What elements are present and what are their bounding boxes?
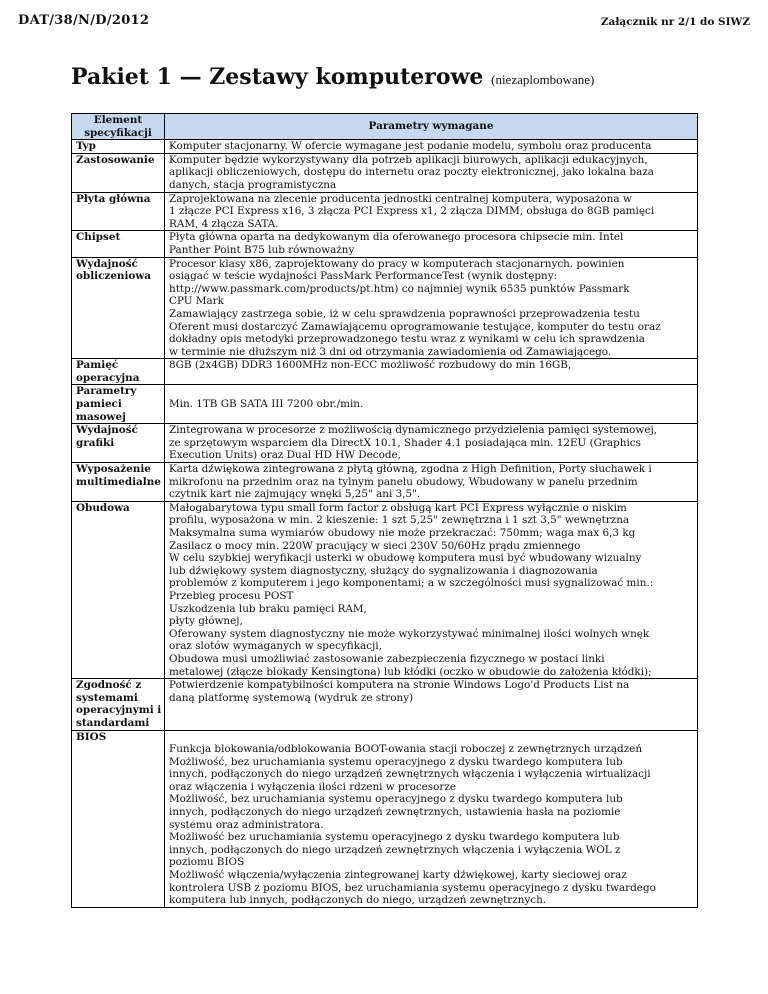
table-row xyxy=(72,463,698,502)
row-value-line: płyty głównej, xyxy=(169,615,243,628)
row-label-line: Zastosowanie xyxy=(76,153,155,166)
row-value-line: innych, podłączonych do niego urządzeń zewnętrznych włączenia i wyłączenia WOL z xyxy=(169,843,621,856)
row-value-line: oraz slotów wymaganych w specyfikacji, xyxy=(169,640,382,653)
row-label-line: standardami xyxy=(76,716,150,729)
table-row xyxy=(72,153,698,192)
row-label-line: grafiki xyxy=(76,436,115,449)
col-header-params: Parametry wymagane xyxy=(165,114,698,140)
row-value-line: Oferent musi dostarczyć Zamawiającemu oprogramowanie testujące, komputer do testu oraz xyxy=(169,320,661,333)
page-title xyxy=(71,64,594,90)
table-row xyxy=(72,501,698,678)
row-value-line: Obudowa musi umożliwiać zastosowanie zabezpieczenia fizycznego w postaci linki xyxy=(169,652,605,665)
row-value-line: lub dźwiękowy system diagnostyczny, służący do sygnalizowania i diagnozowania xyxy=(169,564,598,577)
row-label xyxy=(72,385,165,424)
col-header-line: Element xyxy=(93,114,143,126)
row-value-line: Panther Point B75 lub równoważny xyxy=(169,243,355,256)
row-label-line: operacyjnymi i xyxy=(76,704,162,717)
table-row xyxy=(72,424,698,463)
row-label-line: masowej xyxy=(76,410,126,423)
row-value-line xyxy=(169,731,693,744)
row-label-line: Parametry xyxy=(76,385,137,398)
row-value-line: Procesor klasy x86, zaprojektowany do pracy w komputerach stacjonarnych. powinien xyxy=(169,257,625,270)
row-value-line: Możliwość włączenia/wyłączenia zintegrowanej karty dźwiękowej, karty sieciowej oraz xyxy=(169,869,627,882)
row-value-line: kontrolera USB z poziomu BIOS, bez uruchamiania systemu operacyjnego z dysku twardego xyxy=(169,881,656,894)
attachment-label: Załącznik nr 2/1 do SIWZ xyxy=(600,16,750,28)
row-value-line: W celu szybkiej weryfikacji usterki w obudowę komputera musi być wbudowany wizualny xyxy=(169,552,642,565)
row-label xyxy=(72,424,165,463)
row-value-line: Potwierdzenie kompatybilności komputera na stronie Windows Logo'd Products List na xyxy=(169,679,630,692)
row-label-line: Zgodność z xyxy=(76,679,142,692)
row-value-line: Zaprojektowana na zlecenie producenta jednostki centralnej komputera, wyposażona w xyxy=(169,192,632,205)
row-value-line: czytnik kart nie zajmujący wnęki 5,25" ani 3,5". xyxy=(169,488,421,501)
row-value-line: w terminie nie dłuższym niż 3 dni od otrzymania zawiadomienia od Zamawiającego. xyxy=(169,345,612,358)
row-label-line: Pamięć xyxy=(76,359,119,372)
row-value-line: RAM, 4 złącza SATA. xyxy=(169,217,279,230)
row-value-line: poziomu BIOS xyxy=(169,856,245,869)
row-value-line: profilu, wyposażona w min. 2 kieszenie: 1 szt 5,25" zewnętrzna i 1 szt 3,5" wewnętrzna xyxy=(169,514,630,527)
table-header-row xyxy=(72,114,698,140)
row-label xyxy=(72,679,165,730)
row-label xyxy=(72,192,165,231)
row-value-line: Możliwość bez uruchamiania systemu operacyjnego z dysku twardego komputera lub xyxy=(169,831,620,844)
table-row xyxy=(72,231,698,257)
row-label xyxy=(72,257,165,359)
row-value-line: 1 złącze PCI Express x16, 3 złącza PCI Express x1, 2 złącza DIMM, obsługa do 8GB pamięci xyxy=(169,205,655,218)
document-reference: DAT/38/N/D/2012 xyxy=(18,13,150,28)
row-value xyxy=(165,424,698,463)
row-value-line: aplikacji obliczeniowych, dostępu do internetu oraz poczty elektronicznej, jako lokalna baza xyxy=(169,166,654,179)
table-row xyxy=(72,385,698,424)
row-value-line: Funkcja blokowania/odblokowania BOOT-owania stacji roboczej z zewnętrznych urządzeń xyxy=(169,743,643,756)
row-label-line: multimedialne xyxy=(76,475,161,488)
row-label xyxy=(72,231,165,257)
row-label xyxy=(72,730,165,907)
row-value-line xyxy=(169,704,693,717)
row-value-line: 8GB (2x4GB) DDR3 1600MHz non-ECC możliwość rozbudowy do min 16GB, xyxy=(169,359,572,372)
row-value xyxy=(165,501,698,678)
row-value-line xyxy=(169,385,693,398)
row-value-line: Min. 1TB GB SATA III 7200 obr./min. xyxy=(169,398,364,411)
row-label-line: Wyposażenie xyxy=(76,463,151,476)
table-row xyxy=(72,140,698,154)
row-value xyxy=(165,679,698,730)
row-label-line: obliczeniowa xyxy=(76,270,152,283)
row-label xyxy=(72,359,165,385)
row-label-line: pamieci xyxy=(76,398,122,411)
row-value-line: CPU Mark xyxy=(169,295,224,308)
row-label-line: Wydajność xyxy=(76,424,138,437)
col-header-element xyxy=(72,114,165,140)
row-value xyxy=(165,463,698,502)
row-label-line: BIOS xyxy=(76,730,107,743)
row-value-line: Komputer stacjonarny. W ofercie wymagane jest podanie modelu, symbolu oraz producenta xyxy=(169,140,652,153)
row-value-line: ze sprzętowym wsparciem dla DirectX 10.1, Shader 4.1 posiadająca min. 12EU (Graphics xyxy=(169,436,641,449)
table-row xyxy=(72,192,698,231)
table-row xyxy=(72,730,698,907)
row-value-line: systemu oraz administratora. xyxy=(169,818,324,831)
row-value-line: Zintegrowana w procesorze z możliwością dynamicznego przydzielenia pamięci systemowej, xyxy=(169,424,657,437)
row-label-line: systemami xyxy=(76,691,138,704)
row-value-line: Zamawiający zastrzega sobie, iż w celu sprawdzenia poprawności przeprowadzenia testu xyxy=(169,307,640,320)
col-header-line: specyfikacji xyxy=(84,126,152,139)
row-value xyxy=(165,192,698,231)
row-value-line: Płyta główna oparta na dedykowanym dla oferowanego procesora chipsecie min. Intel xyxy=(169,231,624,244)
title-main: Pakiet 1 — Zestawy komputerowe xyxy=(71,64,484,90)
row-label-line: operacyjna xyxy=(76,371,140,384)
row-value-line: Zasilacz o mocy min. 220W pracujący w sieci 230V 50/60Hz prądu zmiennego xyxy=(169,539,581,552)
row-value-line: dokładny opis metodyki przeprowadzonego testu wraz z wynikami w celu ich sprawdzenia xyxy=(169,333,645,346)
row-value xyxy=(165,140,698,154)
row-value-line: oraz włączenia i wyłączenia ilości rdzeni w procesorze xyxy=(169,780,456,793)
row-label-line: Płyta główna xyxy=(76,192,151,205)
row-value xyxy=(165,231,698,257)
row-value-line: Małogabarytowa typu small form factor z obsługą kart PCI Express wyłącznie o niskim xyxy=(169,501,627,514)
row-value-line: innych, podłączonych do niego urządzeń zewnętrznych włączenia i wyłączenia wirtualizacji xyxy=(169,768,651,781)
row-label xyxy=(72,463,165,502)
row-value-line: Execution Units) oraz Dual HD HW Decode, xyxy=(169,449,401,462)
row-value-line: http://www.passmark.com/products/pt.htm) co najmniej wynik 6535 punktów Passmark xyxy=(169,282,630,295)
row-value xyxy=(165,257,698,359)
row-value xyxy=(165,153,698,192)
row-value-line: Komputer będzie wykorzystywany dla potrzeb aplikacji biurowych, aplikacji edukacyjnych, xyxy=(169,153,648,166)
row-label-line: Typ xyxy=(76,140,96,153)
row-value-line: innych, podłączonych do niego urządzeń zewnętrznych, ustawienia hasła na poziomie xyxy=(169,806,621,819)
row-label-line: Wydajność xyxy=(76,257,138,270)
table-row xyxy=(72,257,698,359)
row-value-line: Uszkodzenia lub braku pamięci RAM, xyxy=(169,602,367,615)
row-value-line: Maksymalna suma wymiarów obudowy nie może przekraczać: 750mm; waga max 6,3 kg xyxy=(169,527,636,539)
row-value-line: Oferowany system diagnostyczny nie może wykorzystywać minimalnej ilości wolnych wnęk xyxy=(169,627,650,640)
row-value-line xyxy=(169,717,693,730)
row-value-line: metalowej (złącze blokady Kensingtona) lub kłódki (oczko w obudowie do założenia kłódki); xyxy=(169,665,652,678)
row-value-line: mikrofonu na przednim oraz na tylnym panelu obudowy, Wbudowany w panelu przednim xyxy=(169,475,638,488)
row-value xyxy=(165,359,698,385)
row-value-line: Możliwość, bez uruchamiania systemu operacyjnego z dysku twardego komputera lub xyxy=(169,793,623,806)
row-value xyxy=(165,730,698,907)
row-value-line: danych, stacja programistyczna xyxy=(169,178,337,191)
row-value xyxy=(165,385,698,424)
row-label xyxy=(72,140,165,154)
table-row xyxy=(72,679,698,730)
row-value-line: Karta dźwiękowa zintegrowana z płytą główną, zgodna z High Definition, Porty słuchawek i xyxy=(169,463,652,476)
row-label-line: Chipset xyxy=(76,231,121,244)
row-label-line: Obudowa xyxy=(76,501,130,514)
spec-table xyxy=(71,113,698,908)
row-label xyxy=(72,501,165,678)
row-label xyxy=(72,153,165,192)
row-value-line: Przebieg procesu POST xyxy=(169,589,294,602)
table-row xyxy=(72,359,698,385)
row-value-line: Możliwość, bez uruchamiania systemu operacyjnego z dysku twardego komputera lub xyxy=(169,755,623,768)
row-value-line: problemów z komputerem i jego komponentami; a w szczególności musi sygnalizować min.: xyxy=(169,577,654,590)
title-suffix: (niezaplombowane) xyxy=(491,72,595,87)
row-value-line: daną platformę systemową (wydruk ze strony) xyxy=(169,691,414,704)
row-value-line: komputera lub innych, podłączonych do niego, urządzeń zewnętrznych. xyxy=(169,894,547,907)
row-value-line: osiągać w teście wydajności PassMark PerformanceTest (wynik dostępny: xyxy=(169,270,558,283)
